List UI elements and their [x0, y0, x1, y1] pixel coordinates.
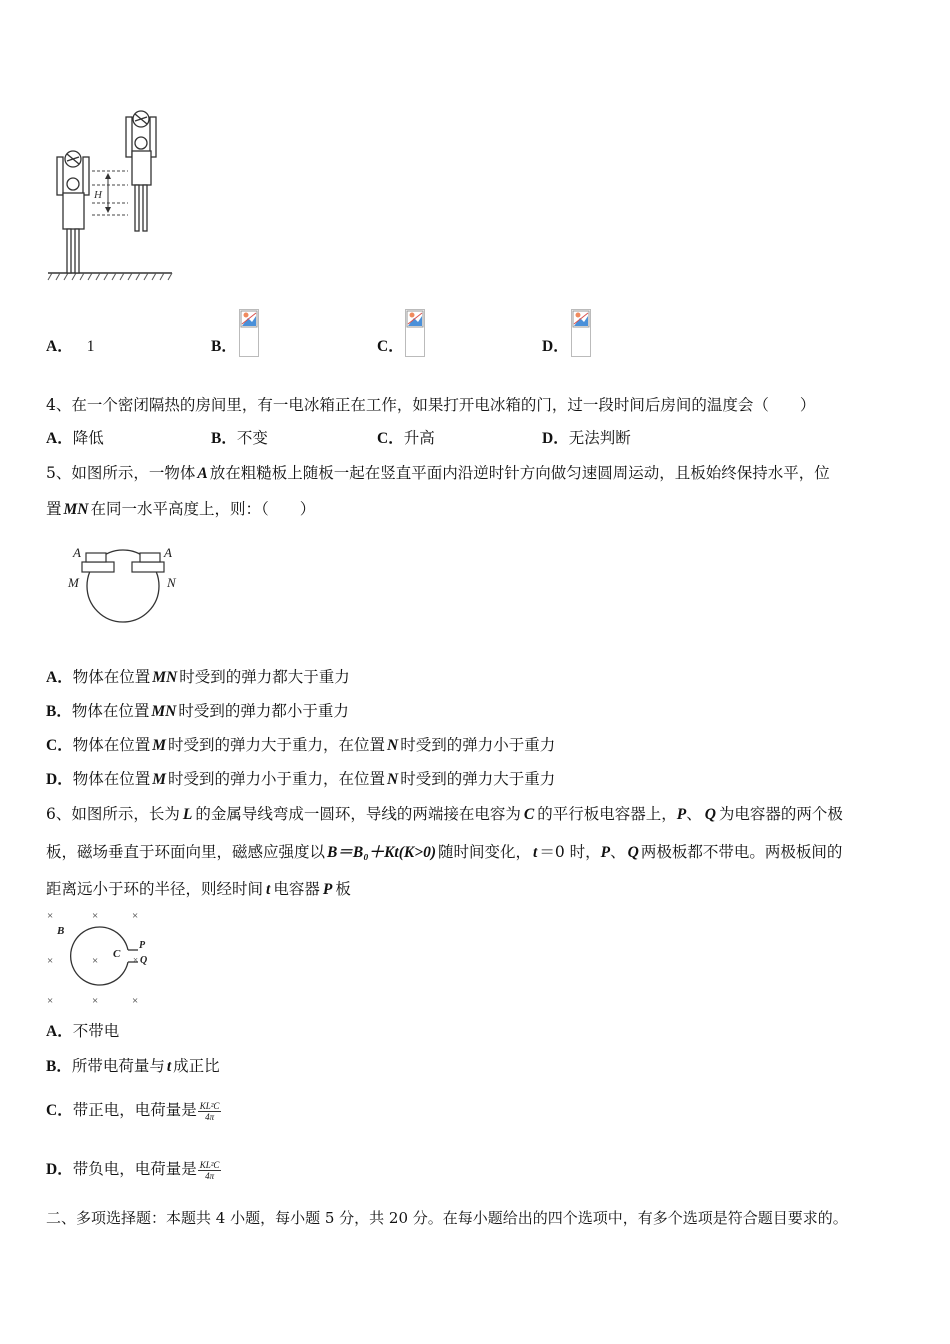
- q6-label-b: B: [57, 925, 65, 937]
- svg-text:×: ×: [92, 955, 99, 967]
- q6-option-b: B．所带电荷量与 t 成正比: [46, 1057, 220, 1075]
- broken-image-icon: [240, 310, 258, 328]
- broken-image-icon: [572, 310, 590, 328]
- q6-option-c: C．带正电，电荷量是 $\frac{\text{KL²C}}{4\pi}$: [46, 1100, 220, 1122]
- q5-option-b: B．物体在位置 MN 时受到的弹力都小于重力: [46, 702, 349, 720]
- section-2-heading: 二、多项选择题：本题共 4 小题，每小题 5 分，共 20 分。在每小题给出的四个选项中，有多个选项是符合题目要求的。: [46, 1209, 848, 1227]
- q6-option-d-fraction: $\frac{\text{KL²C}}{4\pi}$: [199, 1159, 220, 1181]
- q5-figure: [64, 540, 194, 630]
- h-label: H: [94, 189, 102, 201]
- q6-option-c-fraction: $\frac{\text{KL²C}}{4\pi}$: [199, 1100, 220, 1122]
- q3-option-d: D．: [542, 338, 569, 355]
- q4-option-d: D．无法判断: [542, 429, 631, 447]
- q5-stem-line2: 置 MN 在同一水平高度上，则：（ ）: [46, 500, 316, 518]
- broken-image-icon: [406, 310, 424, 328]
- q5-label-n: N: [167, 575, 176, 590]
- q4-option-a: A．降低: [46, 429, 104, 447]
- q5-option-c: C．物体在位置 M 时受到的弹力大于重力，在位置 N 时受到的弹力小于重力: [46, 736, 556, 754]
- q6-option-d: D．带负电，电荷量是 $\frac{\text{KL²C}}{4\pi}$: [46, 1159, 220, 1181]
- q6-label-c: C: [113, 948, 121, 960]
- svg-text:×: ×: [92, 995, 99, 1007]
- q6-label-p: P: [139, 940, 146, 951]
- q4-stem: 4、在一个密闭隔热的房间里，有一电冰箱正在工作，如果打开电冰箱的门，过一段时间后房间的温度会（ ）: [46, 396, 816, 414]
- svg-text:×: ×: [133, 955, 139, 965]
- q6-stem-line1: 6、如图所示，长为 L 的金属导线弯成一圆环，导线的两端接在电容为 C 的平行板电容器上，P、 Q 为电容器的两个极: [46, 805, 843, 823]
- svg-text:×: ×: [132, 910, 139, 922]
- svg-text:×: ×: [47, 910, 54, 922]
- q3-option-b-image: [239, 309, 259, 357]
- q3-option-d-image: [571, 309, 591, 357]
- q5-label-a-right: A: [164, 545, 172, 560]
- q4-option-c: C．升高: [377, 429, 435, 447]
- q6-stem-line2: 板，磁场垂直于环面向里，磁感应强度以 B＝B₀＋Kt(K>0) 随时间变化， t ＝0 时，P、 Q 两极板都不带电。两极板间的: [46, 843, 843, 861]
- q4-option-b: B．不变: [211, 429, 268, 447]
- q5-label-m: M: [68, 575, 79, 590]
- q5-option-a: A．物体在位置 MN 时受到的弹力都大于重力: [46, 668, 350, 686]
- q3-option-a: A． 1: [46, 338, 95, 355]
- q3-option-b: B．: [211, 338, 237, 355]
- q6-stem-line3: 距离远小于环的半径，则经时间 t 电容器 P 板: [46, 880, 351, 898]
- svg-text:×: ×: [47, 955, 54, 967]
- q5-option-d: D．物体在位置 M 时受到的弹力小于重力，在位置 N 时受到的弹力大于重力: [46, 770, 556, 788]
- q6-label-q: Q: [140, 955, 148, 966]
- q6-figure: [40, 904, 170, 1014]
- q3-option-c: C．: [377, 338, 404, 355]
- svg-text:×: ×: [92, 910, 99, 922]
- svg-text:×: ×: [47, 995, 54, 1007]
- q5-label-a-left: A: [73, 545, 81, 560]
- q3-option-c-image: [405, 309, 425, 357]
- q3-figure: [40, 105, 180, 285]
- svg-text:×: ×: [132, 995, 139, 1007]
- q6-option-a: A．不带电: [46, 1022, 120, 1040]
- q5-stem-line1: 5、如图所示，一物体 A 放在粗糙板上随板一起在竖直平面内沿逆时针方向做匀速圆周运动，且板始终保持水平，位: [46, 464, 830, 482]
